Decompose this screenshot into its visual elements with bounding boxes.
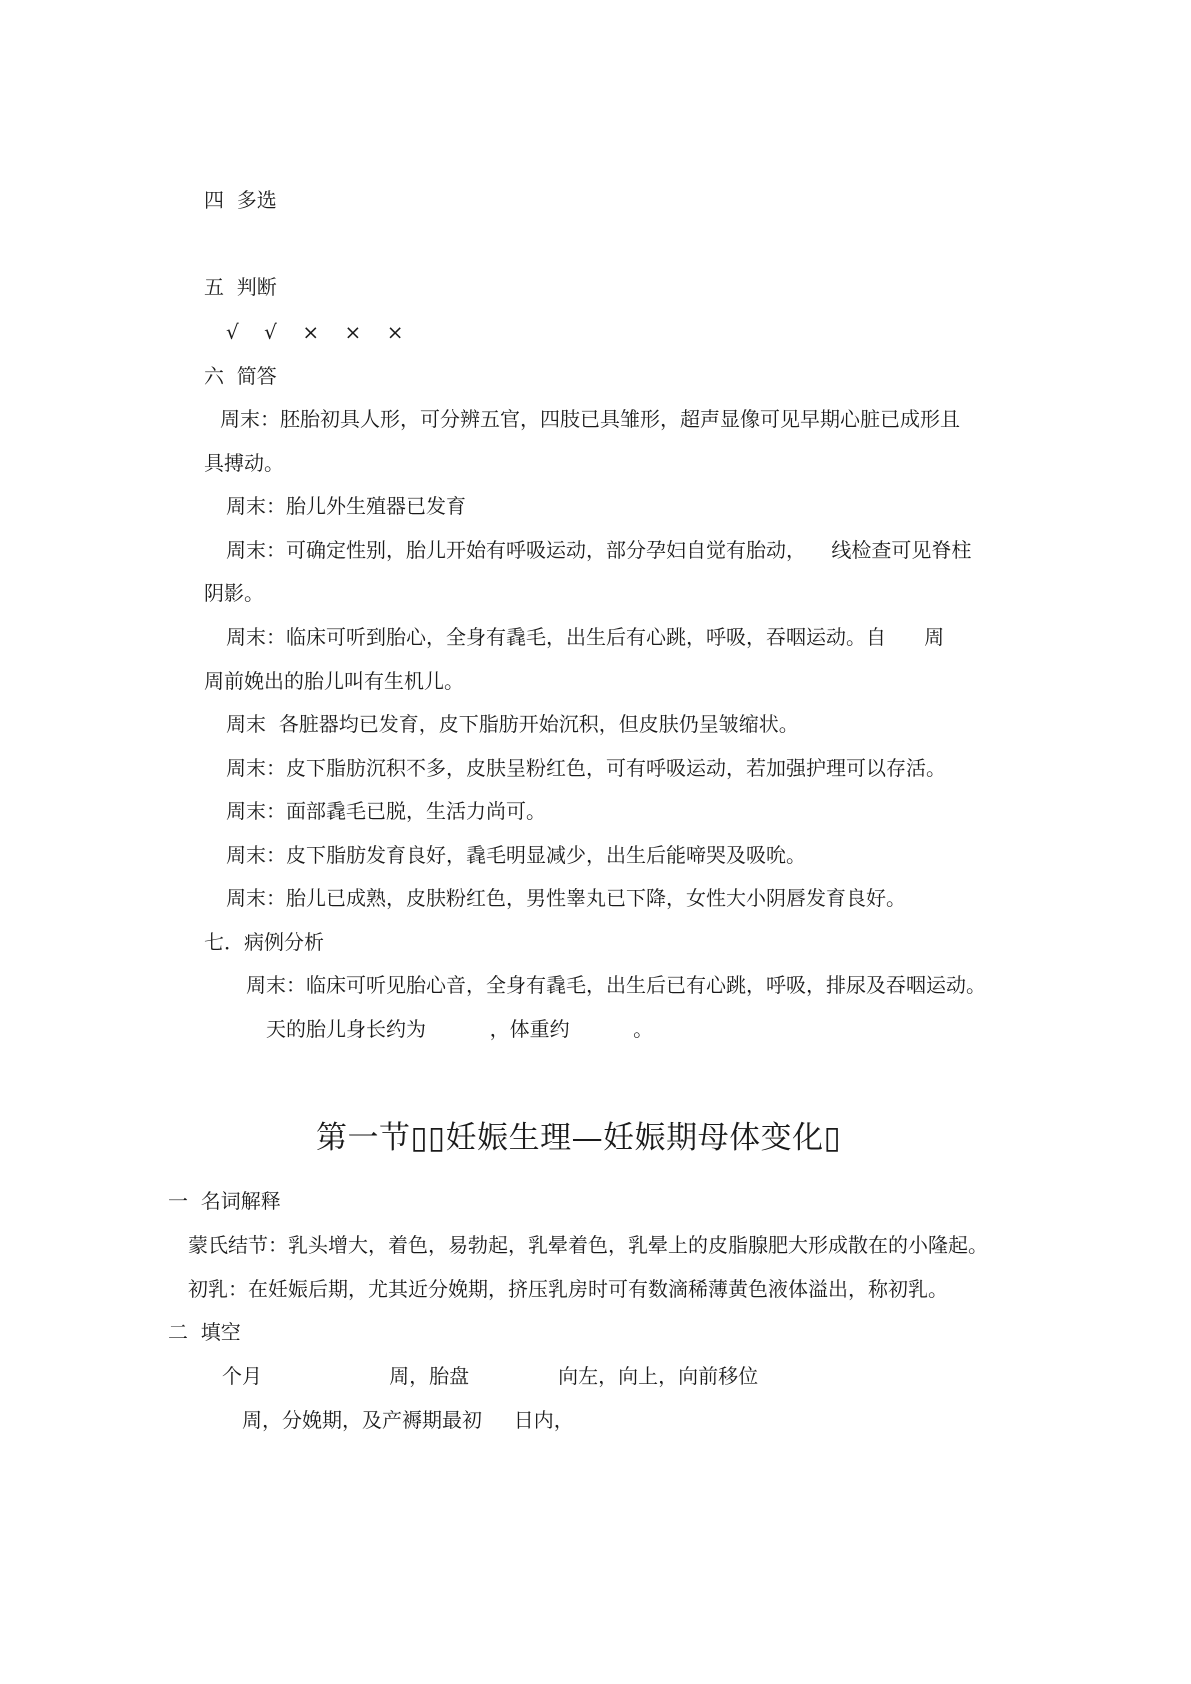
term-definition-line: 蒙氏结节：乳头增大，着色，易勃起，乳晕着色，乳晕上的皮脂腺肥大形成散在的小隆起。: [188, 1233, 988, 1257]
section-heading-fill-in-blank: 二 填空: [168, 1320, 241, 1344]
short-answer-line: 周末 各脏器均已发育，皮下脂肪开始沉积，但皮肤仍呈皱缩状。: [226, 712, 799, 736]
section-heading-case-analysis: 七．病例分析: [204, 930, 324, 954]
short-answer-line: 具搏动。: [204, 451, 284, 475]
short-answer-line: 周末：临床可听到胎心，全身有毳毛，出生后有心跳，呼吸，吞咽运动。自 周: [226, 625, 945, 649]
true-false-answers: √ √ × × ×: [226, 320, 404, 344]
case-analysis-line: 周末：临床可听见胎心音，全身有毳毛，出生后已有心跳，呼吸，排尿及吞咽运动。: [246, 973, 986, 997]
short-answer-line: 周末：面部毳毛已脱，生活力尚可。: [226, 799, 546, 823]
short-answer-line: 周末：皮下脂肪沉积不多，皮肤呈粉红色，可有呼吸运动，若加强护理可以存活。: [226, 756, 946, 780]
short-answer-line: 周末：胎儿已成熟，皮肤粉红色，男性睾丸已下降，女性大小阴唇发育良好。: [226, 886, 906, 910]
short-answer-line: 周前娩出的胎儿叫有生机儿。: [204, 669, 464, 693]
section-heading-short-answer: 六 简答: [204, 364, 277, 388]
section-heading-true-false: 五 判断: [204, 275, 277, 299]
case-analysis-line: 天的胎儿身长约为 ，体重约 。: [266, 1017, 654, 1041]
section-heading-multiple-choice: 四 多选: [204, 188, 277, 212]
short-answer-line: 阴影。: [204, 581, 264, 605]
short-answer-line: 周末：胚胎初具人形，可分辨五官，四肢已具雏形，超声显像可见早期心脏已成形且: [220, 407, 960, 431]
term-definition-line: 初乳：在妊娠后期，尤其近分娩期，挤压乳房时可有数滴稀薄黄色液体溢出，称初乳。: [188, 1277, 948, 1301]
short-answer-line: 周末：皮下脂肪发育良好，毳毛明显减少，出生后能啼哭及吸吮。: [226, 843, 806, 867]
short-answer-line: 周末：胎儿外生殖器已发育: [226, 494, 466, 518]
fill-in-blank-line: 周，分娩期，及产褥期最初 日内，: [242, 1408, 574, 1432]
section-heading-term-definition: 一 名词解释: [168, 1189, 281, 1213]
fill-in-blank-line: 个月 周，胎盘 向左，向上，向前移位: [222, 1364, 759, 1388]
chapter-title: 第一节▯▯妊娠生理—妊娠期母体变化▯: [316, 1120, 842, 1156]
short-answer-line: 周末：可确定性别，胎儿开始有呼吸运动，部分孕妇自觉有胎动， 线检查可见脊柱: [226, 538, 972, 562]
